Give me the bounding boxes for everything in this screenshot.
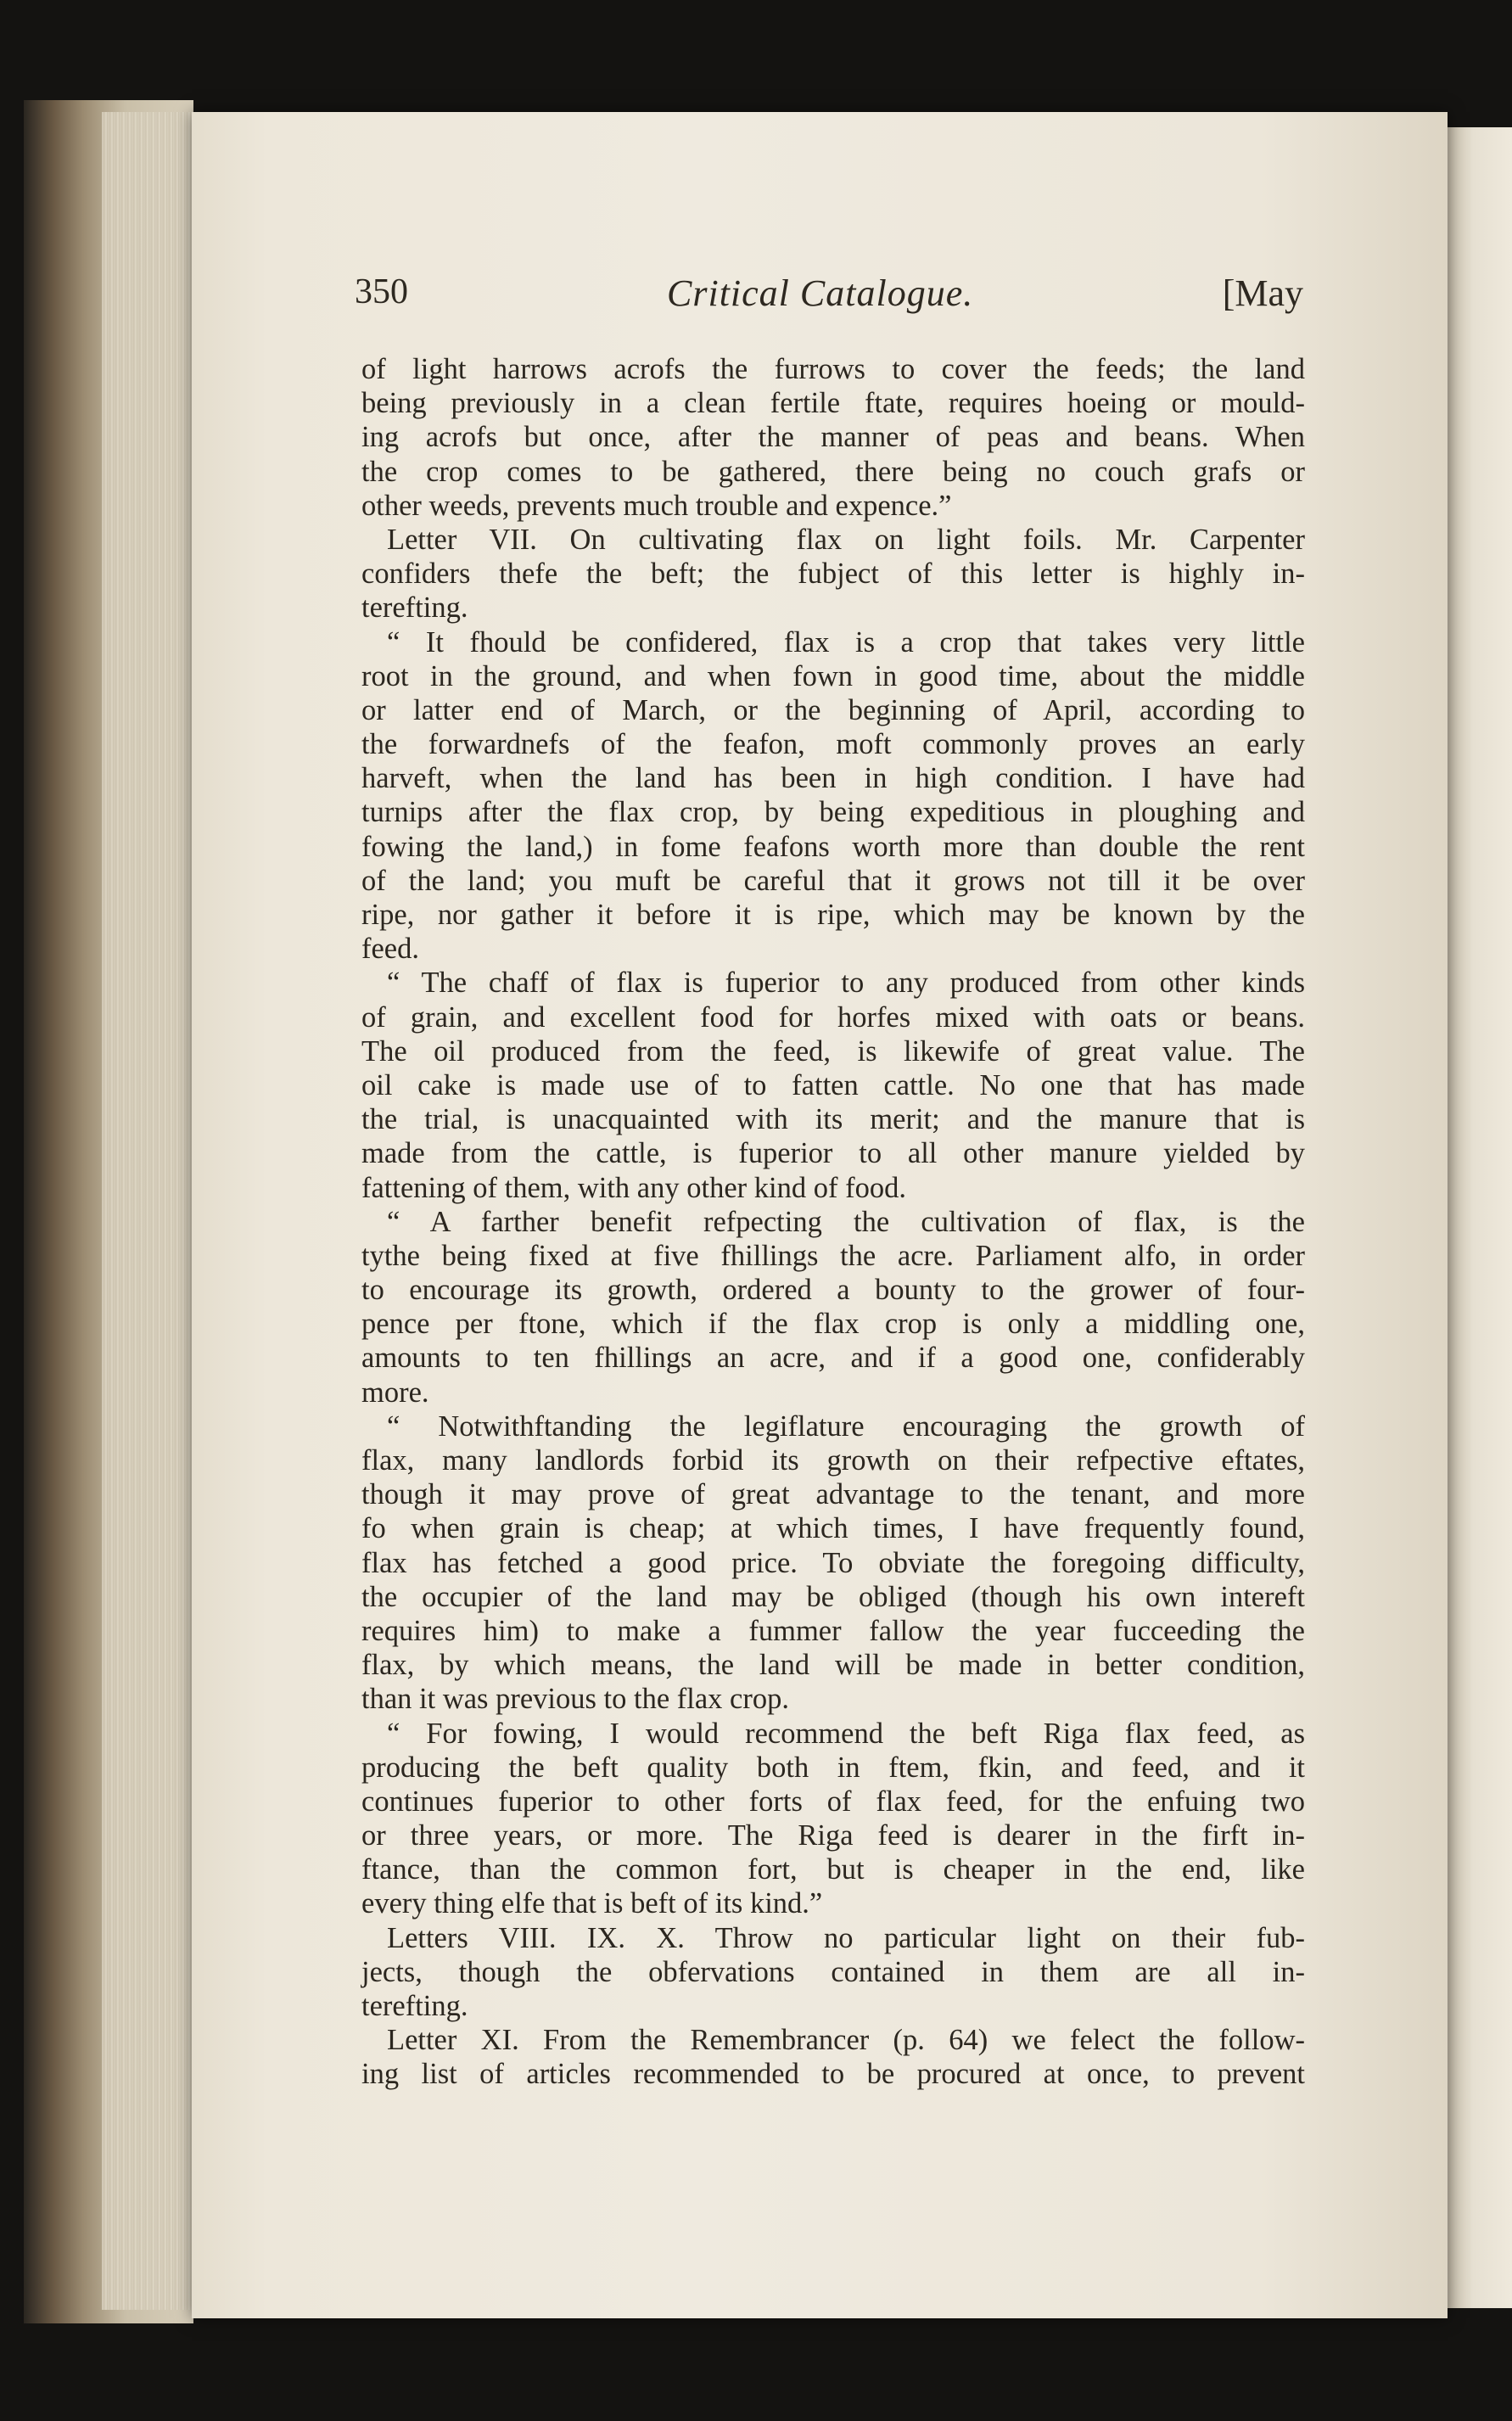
text-line: the forwardnefs of the feafon, moft commonly proves an early: [361, 728, 1305, 761]
facing-page-edge: [1448, 127, 1512, 2308]
text-line: fowing the land,) in fome feafons worth more than double the rent: [361, 830, 1305, 863]
text-line: more.: [361, 1376, 429, 1409]
text-line: every thing elfe that is beft of its kind.”: [361, 1887, 823, 1920]
text-line: than it was previous to the flax crop.: [361, 1683, 789, 1716]
text-line: Letter XI. From the Remembrancer (p. 64) we felect the follow-: [387, 2024, 1305, 2057]
text-line: the trial, is unacquainted with its merit; and the manure that is: [361, 1103, 1305, 1136]
text-line: “ The chaff of flax is fuperior to any produced from other kinds: [387, 967, 1305, 1000]
text-line: turnips after the flax crop, by being expeditious in ploughing and: [361, 796, 1305, 829]
text-line: ripe, nor gather it before it is ripe, which may be known by the: [361, 899, 1305, 931]
text-line: terefting.: [361, 591, 468, 625]
text-line: fo when grain is cheap; at which times, I have frequently found,: [361, 1512, 1305, 1545]
text-line: feed.: [361, 933, 419, 966]
text-line: The oil produced from the feed, is likewife of great value. The: [361, 1034, 1305, 1068]
page-header: [355, 272, 1303, 322]
text-line: Letter VII. On cultivating flax on light foils. Mr. Carpenter: [387, 523, 1305, 556]
text-line: amounts to ten fhillings an acre, and if a good one, confiderably: [361, 1342, 1305, 1375]
text-line: or latter end of March, or the beginning of April, according to: [361, 693, 1305, 726]
text-line: flax has fetched a good price. To obviate the foregoing difficulty,: [361, 1546, 1305, 1579]
text-line: “ It fhould be confidered, flax is a crop that takes very little: [387, 625, 1305, 658]
text-line: “ For fowing, I would recommend the beft Riga flax feed, as: [387, 1717, 1305, 1750]
text-line: though it may prove of great advantage to the tenant, and more: [361, 1478, 1305, 1511]
text-line: ing list of articles recommended to be procured at once, to prevent: [361, 2058, 1305, 2091]
page-number: 350: [355, 272, 408, 311]
text-line: of grain, and excellent food for horfes mixed with oats or beans.: [361, 1000, 1305, 1034]
text-line: harveft, when the land has been in high condition. I have had: [361, 762, 1305, 795]
text-line: of the land; you muft be careful that it grows not till it be over: [361, 864, 1305, 897]
text-line: root in the ground, and when fown in good time, about the middle: [361, 659, 1305, 692]
text-line: confiders thefe the beft; the fubject of this letter is highly in-: [361, 558, 1305, 591]
text-line: Letters VIII. IX. X. Throw no particular light on their fub-: [387, 1921, 1305, 1954]
text-line: “ A farther benefit refpecting the cultivation of flax, is the: [387, 1205, 1305, 1238]
text-line: jects, though the obfervations contained in them are all in-: [361, 1955, 1305, 1988]
text-line: other weeds, prevents much trouble and expence.”: [361, 489, 952, 522]
text-line: being previously in a clean fertile ftate, requires hoeing or mould-: [361, 387, 1305, 420]
text-line: made from the cattle, is fuperior to all other manure yielded by: [361, 1137, 1305, 1170]
text-line: requires him) to make a fummer fallow the year fucceeding the: [361, 1614, 1305, 1647]
body-text: [361, 352, 1305, 2092]
text-line: flax, by which means, the land will be made in better condition,: [361, 1649, 1305, 1682]
text-line: to encourage its growth, ordered a bounty to the grower of four-: [361, 1274, 1305, 1307]
text-line: of light harrows acrofs the furrows to cover the feeds; the land: [361, 353, 1305, 385]
text-line: oil cake is made use of to fatten cattle. No one that has made: [361, 1068, 1305, 1101]
text-line: the crop comes to be gathered, there being no couch grafs or: [361, 455, 1305, 488]
text-line: pence per ftone, which if the flax crop is only a middling one,: [361, 1308, 1305, 1341]
text-line: tythe being fixed at five fhillings the acre. Parliament alfo, in order: [361, 1239, 1305, 1272]
text-line: or three years, or more. The Riga feed is dearer in the firft in-: [361, 1819, 1305, 1852]
running-title: Critical Catalogue.: [667, 272, 974, 314]
text-line: the occupier of the land may be obliged (though his own intereft: [361, 1580, 1305, 1613]
text-line: flax, many landlords forbid its growth on their refpective eftates,: [361, 1444, 1305, 1477]
text-line: ftance, than the common fort, but is cheaper in the end, like: [361, 1853, 1305, 1886]
text-line: “ Notwithftanding the legiflature encouraging the growth of: [387, 1409, 1305, 1443]
running-head-month: [May: [1222, 272, 1303, 314]
text-line: ing acrofs but once, after the manner of peas and beans. When: [361, 421, 1305, 454]
text-line: producing the beft quality both in ftem, fkin, and feed, and it: [361, 1751, 1305, 1784]
text-line: continues fuperior to other forts of flax feed, for the enfuing two: [361, 1785, 1305, 1818]
text-line: fattening of them, with any other kind of food.: [361, 1171, 906, 1204]
text-line: terefting.: [361, 1990, 468, 2022]
